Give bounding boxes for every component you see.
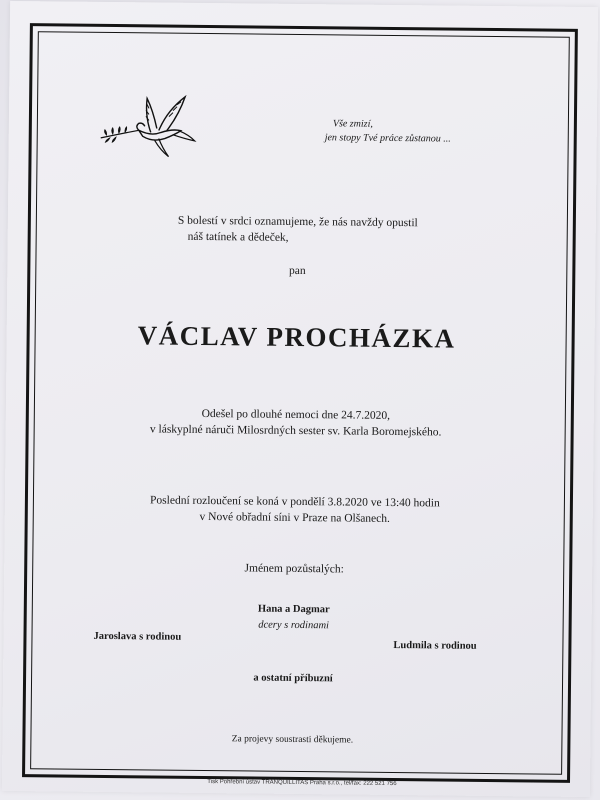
- motto-line-1: Vše zmizí,: [332, 118, 373, 130]
- relatives: a ostatní příbuzní: [253, 672, 333, 685]
- intro-line-2: náš tatínek a dědeček,: [187, 230, 289, 244]
- thanks: Za projevy soustrasti děkujeme.: [231, 734, 354, 746]
- intro-line-1: S bolestí v srdci oznamujeme, že nás navždy opustil: [177, 214, 418, 230]
- deceased-name: VÁCLAV PROCHÁZKA: [137, 320, 456, 354]
- daughters-note: dcery s rodinami: [258, 619, 330, 632]
- mourner-left: Jaroslava s rodinou: [93, 630, 182, 643]
- daughters: Hana a Dagmar: [257, 603, 330, 616]
- farewell-notice: [75, 492, 515, 529]
- title-word: pan: [288, 264, 306, 278]
- printer-footer: Tisk Pohřební ústav TRANQUILLITAS Praha s.r.o., tel/fax: 222 521 756: [207, 779, 397, 788]
- farewell-line-2: v Nové obřadní síni v Praze na Olšanech.: [199, 510, 390, 525]
- intro: [78, 212, 518, 249]
- farewell-line-1: Poslední rozloučení se koná v pondělí 3.8.2020 ve 13:40 hodin: [150, 494, 440, 510]
- mourner-right: Ludmila s rodinou: [393, 639, 477, 652]
- motto: [325, 117, 495, 147]
- death-line-2: v láskyplné náruči Milosrdných sester sv. Karla Boromejského.: [149, 423, 442, 439]
- mourners-heading: Jménem pozůstalých:: [244, 562, 344, 576]
- obituary-sheet: [2, 1, 598, 797]
- motto-line-2: jen stopy Tvé práce zůstanou ...: [324, 132, 451, 145]
- death-line-1: Odešel po dlouhé nemoci dne 24.7.2020,: [201, 407, 391, 422]
- dove-with-olive-branch-icon: [98, 90, 199, 161]
- death-notice: [76, 405, 516, 442]
